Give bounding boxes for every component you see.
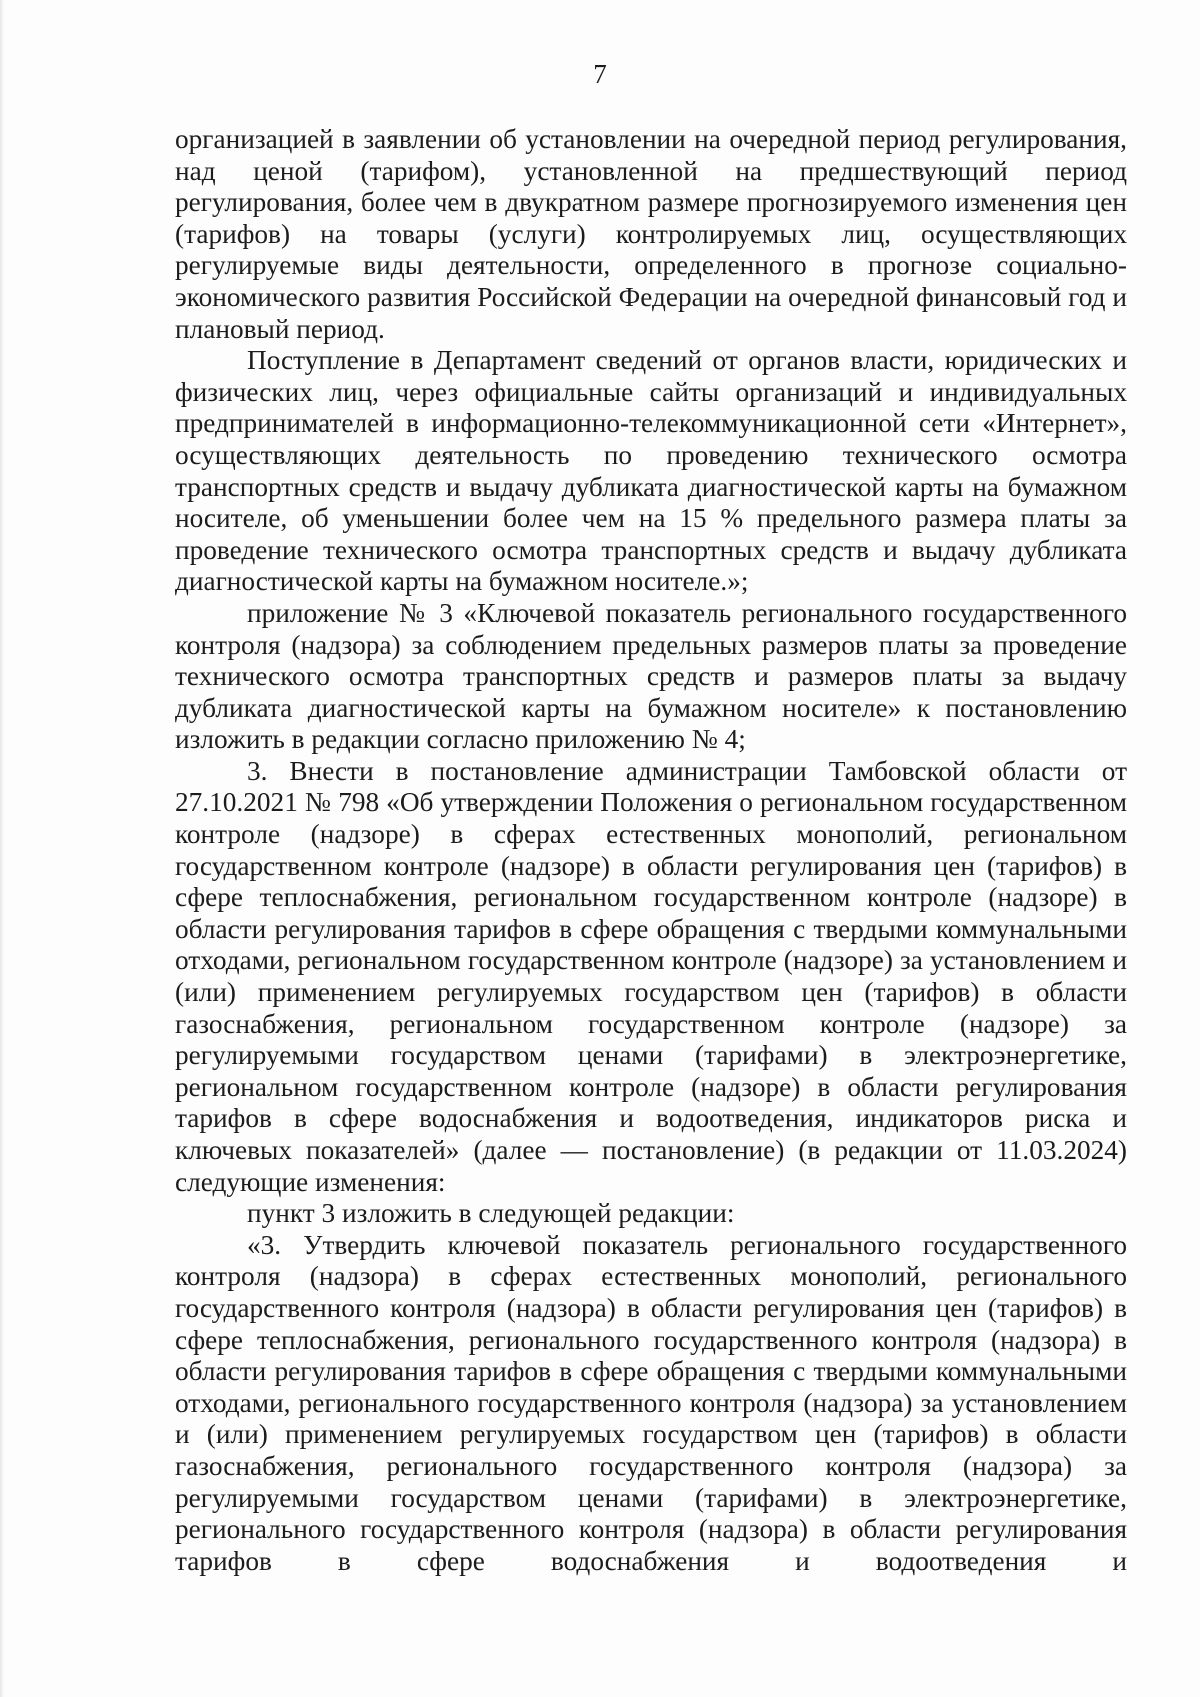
paragraph-point-3-text: «3. Утвердить ключевой показатель регионального государственного контроля (надзора) в сферах естественных монополий, регионального государственного контроля (надзора) в области регулирования цен (тарифов) в сфере теплоснабжения, регионального государственного контроля (надзора) в области регулирования тарифов в сфере обращения с твердыми коммунальными отходами, регионального государственного контроля (надзора) за установлением и (или) применением регулируемых государством цен (тарифов) в области газоснабжения, регионального государственного контроля (надзора) за регулируемыми государством ценами (тарифами) в электроэнергетике, регионального государственного контроля (надзора) в области регулирования тарифов в сфере водоснабжения и водоотведения и bbox=[175, 1229, 1127, 1576]
paragraph-point-3-intro: пункт 3 изложить в следующей редакции: bbox=[247, 1198, 735, 1229]
scan-edge-shadow bbox=[0, 0, 4, 1697]
paragraph-department-info: Поступление в Департамент сведений от органов власти, юридических и физических лиц, через официальные сайты организаций и индивидуальных предпринимателей в информационно-телекоммуникационной сети «Интернет», осуществляющих деятельность по проведению технического осмотра транспортных средств и выдачу дубликата диагностической карты на бумажном носителе, об уменьшении более чем на 15 % предельного размера платы за проведение технического осмотра транспортных средств и выдачу дубликата диагностической карты на бумажном носителе.»; bbox=[175, 345, 1127, 597]
paragraph-item-3: 3. Внести в постановление администрации Тамбовской области от 27.10.2021 № 798 «Об утверждении Положения о региональном государственном контроле (надзоре) в сферах естественных монополий, региональном государственном контроле (надзоре) в области регулирования цен (тарифов) в сфере теплоснабжения, региональном государственном контроле (надзоре) в области регулирования тарифов в сфере обращения с твердыми коммунальными отходами, региональном государственном контроле (надзоре) за установлением и (или) применением регулируемых государством цен (тарифов) в области газоснабжения, региональном государственном контроле (надзоре) за регулируемыми государством ценами (тарифами) в электроэнергетике, региональном государственном контроле (надзоре) в области регулирования тарифов в сфере водоснабжения и водоотведения, индикаторов риска и ключевых показателей» (далее — постановление) (в редакции от 11.03.2024) следующие изменения: bbox=[175, 755, 1127, 1197]
paragraph-continuation: организацией в заявлении об установлении на очередной период регулирования, над ценой (тарифом), установленной на предшествующий период регулирования, более чем в двукратном размере прогнозируемого изменения цен (тарифов) на товары (услуги) контролируемых лиц, осуществляющих регулируемые виды деятельности, определенного в прогнозе социально-экономического развития Российской Федерации на очередной финансовый год и плановый период. bbox=[175, 124, 1127, 344]
document-body bbox=[175, 124, 1127, 1577]
paragraph-appendix-3: приложение № 3 «Ключевой показатель регионального государственного контроля (надзора) за соблюдением предельных размеров платы за проведение технического осмотра транспортных средств и размеров платы за выдачу дубликата диагностической карты на бумажном носителе» к постановлению изложить в редакции согласно приложению № 4; bbox=[175, 597, 1127, 755]
page-number: 7 bbox=[593, 59, 607, 89]
